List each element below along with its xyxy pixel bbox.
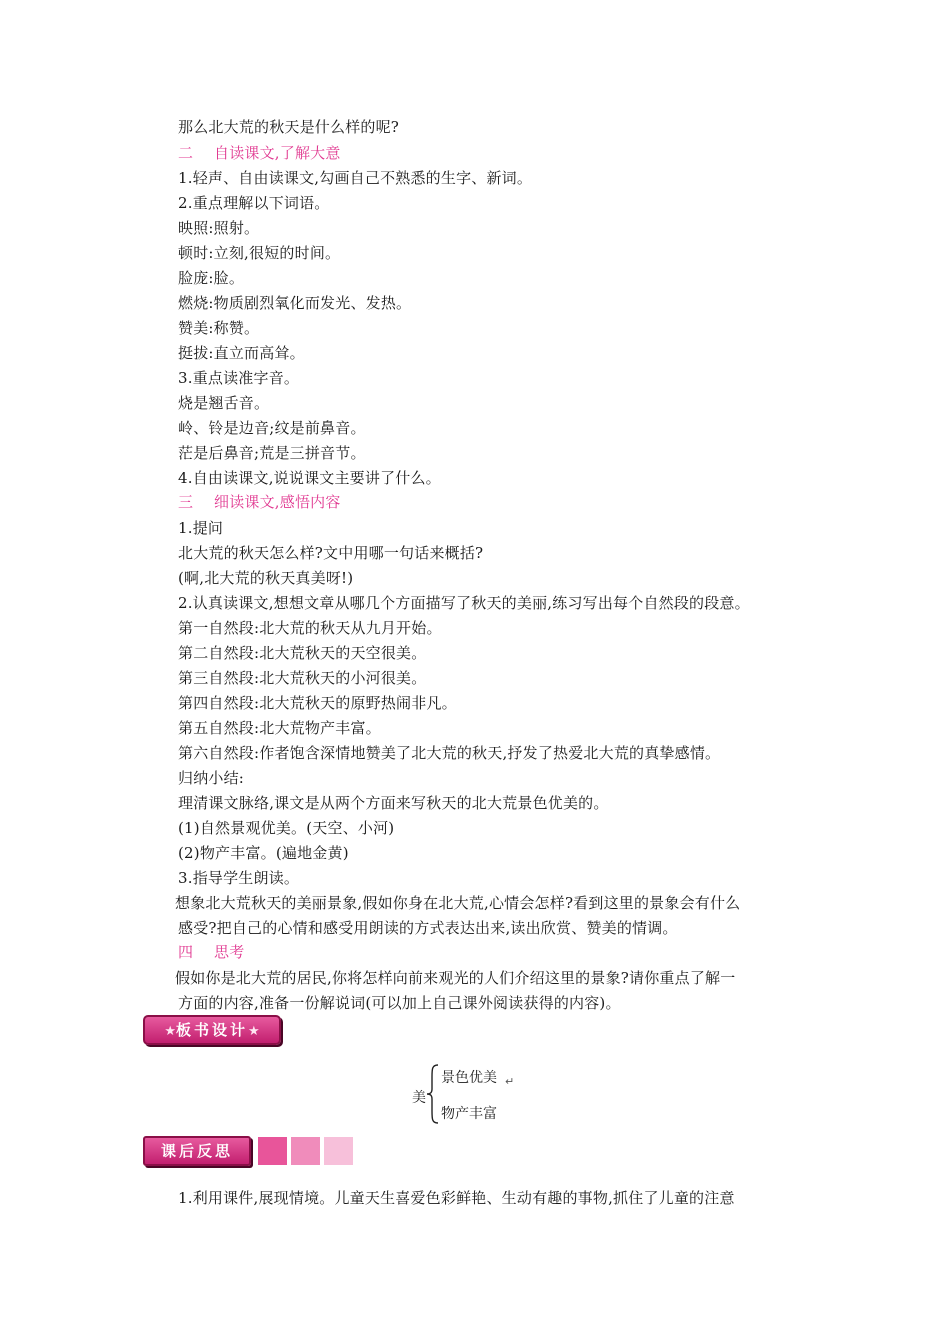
star-icon: ★ <box>248 1024 260 1039</box>
section-heading-2 <box>178 143 341 163</box>
section-title: 自读课文,了解大意 <box>214 144 341 162</box>
section-heading-4 <box>178 942 244 962</box>
board-branch-2: 物产丰富 <box>441 1106 497 1122</box>
text-line: 想象北大荒秋天的美丽景象,假如你身在北大荒,心情会怎样?看到这里的景象会有什么 <box>175 894 741 912</box>
text-line: 1.利用课件,展现情境。儿童天生喜爱色彩鲜艳、生动有趣的事物,抓住了儿童的注意 <box>178 1189 735 1207</box>
text-line: 第二自然段:北大荒秋天的天空很美。 <box>178 644 427 662</box>
text-line: (2)物产丰富。(遍地金黄) <box>178 844 349 862</box>
return-mark-icon: ↵ <box>505 1075 515 1088</box>
text-line: 挺拔:直立而高耸。 <box>178 344 305 362</box>
text-line: 第三自然段:北大荒秋天的小河很美。 <box>178 669 427 687</box>
decor-square <box>258 1137 287 1165</box>
banner-label: 课后反思 <box>160 1142 233 1160</box>
board-branch-1: 景色优美 <box>441 1070 497 1086</box>
banner-label: 板书设计 <box>175 1021 248 1039</box>
board-root: 美 <box>412 1090 426 1106</box>
text-line: 茫是后鼻音;荒是三拼音节。 <box>178 444 366 462</box>
text-line: 1.轻声、自由读课文,勾画自己不熟悉的生字、新词。 <box>178 169 533 187</box>
text-line: 赞美:称赞。 <box>178 319 260 337</box>
text-line: (1)自然景观优美。(天空、小河) <box>178 819 395 837</box>
text-line: 归纳小结: <box>178 769 245 787</box>
brace-icon <box>426 1063 440 1125</box>
section-title: 细读课文,感悟内容 <box>214 493 341 511</box>
text-line: 第五自然段:北大荒物产丰富。 <box>178 719 381 737</box>
text-line: 假如你是北大荒的居民,你将怎样向前来观光的人们介绍这里的景象?请你重点了解一 <box>175 969 736 987</box>
text-line: 第四自然段:北大荒秋天的原野热闹非凡。 <box>178 694 457 712</box>
text-line: 映照:照射。 <box>178 219 260 237</box>
section-number: 三 <box>178 493 194 511</box>
section-number: 二 <box>178 144 194 162</box>
text-line: 顿时:立刻,很短的时间。 <box>178 244 341 262</box>
text-line: 第一自然段:北大荒的秋天从九月开始。 <box>178 619 442 637</box>
section-number: 四 <box>178 943 194 961</box>
text-line: 方面的内容,准备一份解说词(可以加上自己课外阅读获得的内容)。 <box>178 994 621 1012</box>
section-title: 思考 <box>214 943 245 961</box>
text-line: 燃烧:物质剧烈氧化而发光、发热。 <box>178 294 412 312</box>
text-line: 岭、铃是边音;纹是前鼻音。 <box>178 419 366 437</box>
text-line: 脸庞:脸。 <box>178 269 245 287</box>
text-line: 3.重点读准字音。 <box>178 369 300 387</box>
text-line: 4.自由读课文,说说课文主要讲了什么。 <box>178 469 441 487</box>
text-line: (啊,北大荒的秋天真美呀!) <box>178 569 354 587</box>
text-line: 那么北大荒的秋天是什么样的呢? <box>178 118 400 136</box>
reflection-banner <box>143 1136 251 1166</box>
section-heading-3 <box>178 492 341 512</box>
text-line: 3.指导学生朗读。 <box>178 869 300 887</box>
decor-square <box>291 1137 320 1165</box>
text-line: 2.重点理解以下词语。 <box>178 194 330 212</box>
text-line: 第六自然段:作者饱含深情地赞美了北大荒的秋天,抒发了热爱北大荒的真挚感情。 <box>178 744 721 762</box>
text-line: 2.认真读课文,想想文章从哪几个方面描写了秋天的美丽,练习写出每个自然段的段意。 <box>178 594 750 612</box>
text-line: 1.提问 <box>178 519 224 537</box>
text-line: 北大荒的秋天怎么样?文中用哪一句话来概括? <box>178 544 484 562</box>
decor-square <box>324 1137 353 1165</box>
board-diagram <box>410 1063 530 1133</box>
text-line: 理清课文脉络,课文是从两个方面来写秋天的北大荒景色优美的。 <box>178 794 609 812</box>
board-design-banner <box>143 1015 281 1045</box>
star-icon: ★ <box>164 1024 176 1039</box>
text-line: 感受?把自己的心情和感受用朗读的方式表达出来,读出欣赏、赞美的情调。 <box>178 919 678 937</box>
text-line: 烧是翘舌音。 <box>178 394 270 412</box>
